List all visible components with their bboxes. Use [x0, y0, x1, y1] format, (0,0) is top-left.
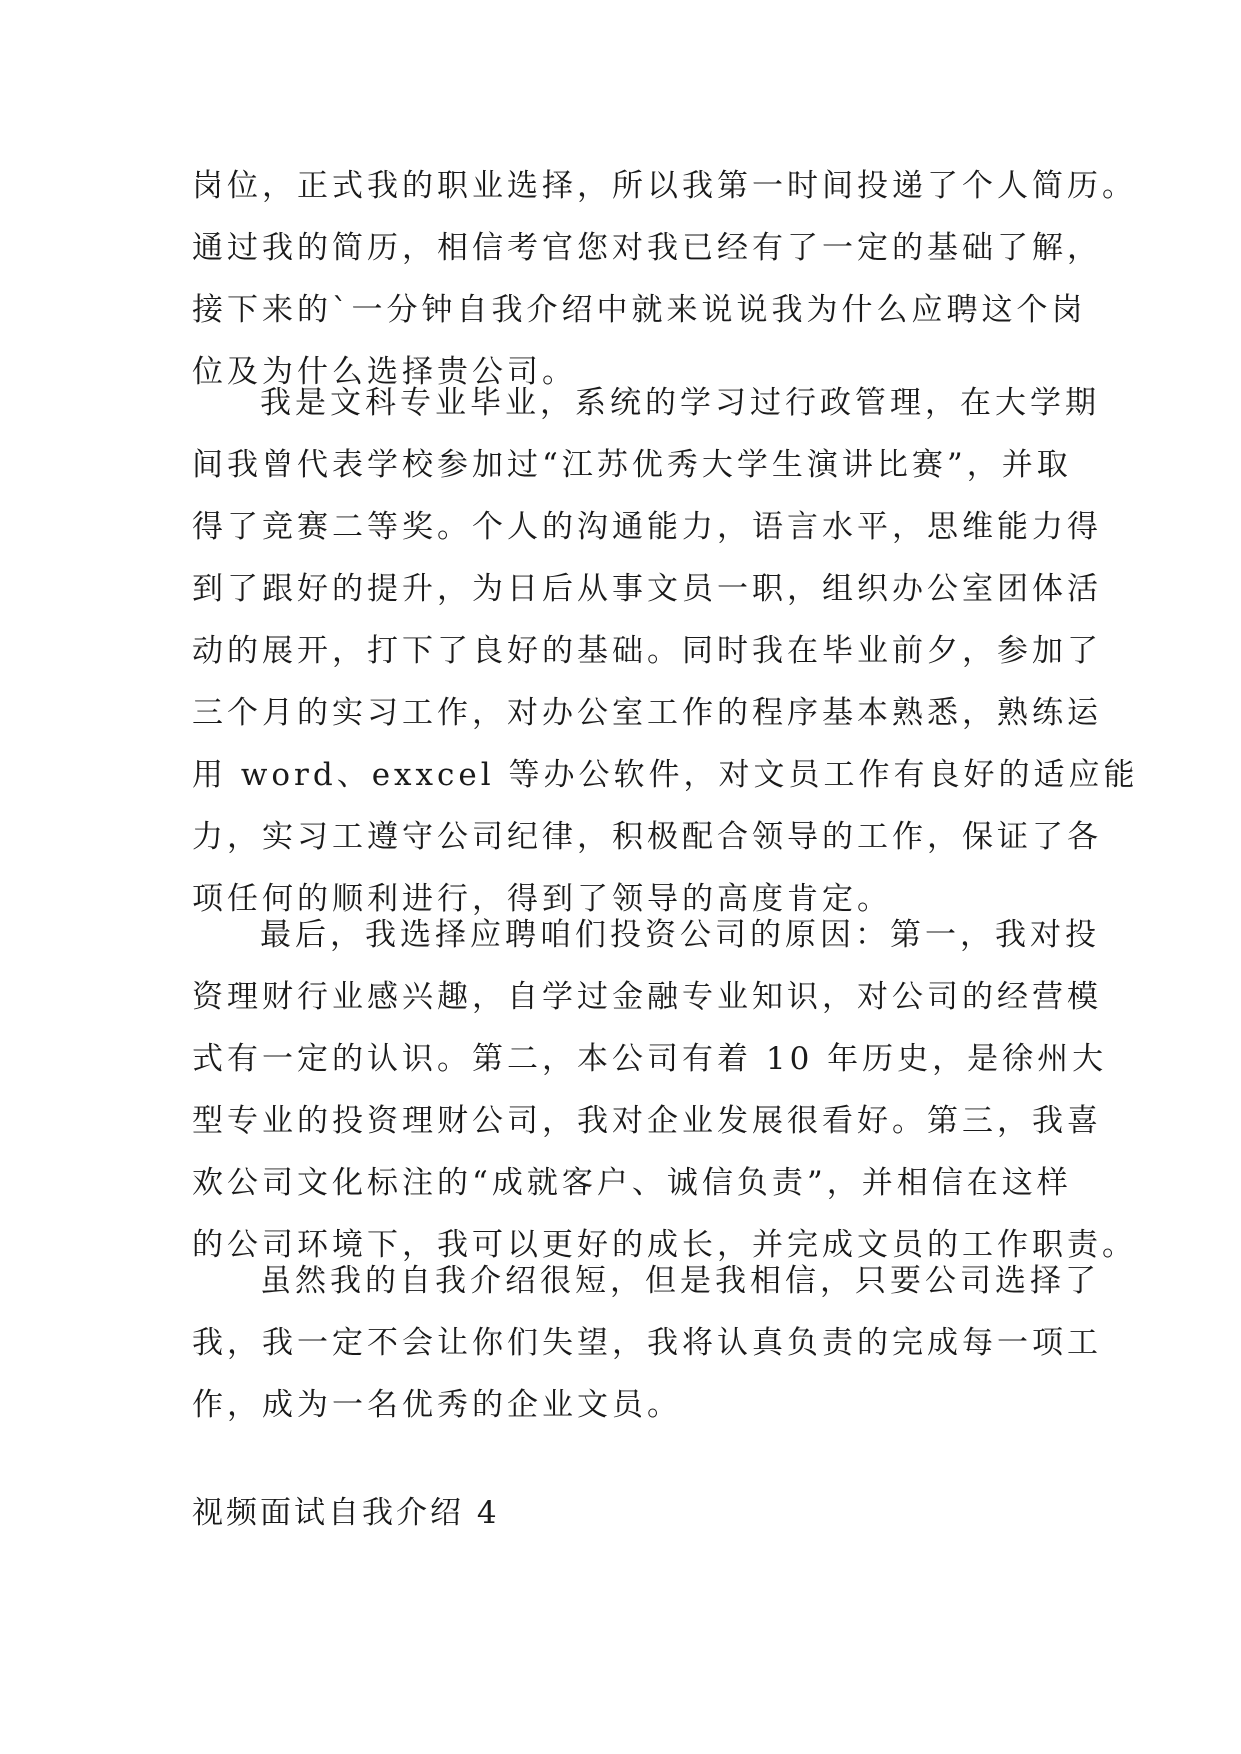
paragraph-line: 作，成为一名优秀的企业文员。 [192, 1387, 682, 1423]
paragraph-line: 我，我一定不会让你们失望，我将认真负责的完成每一项工 [192, 1325, 1102, 1361]
paragraph-2 [192, 372, 1139, 930]
paragraph-3 [192, 904, 1137, 1276]
paragraph-line: 最后，我选择应聘咱们投资公司的原因：第一，我对投 [260, 917, 1100, 953]
paragraph-line: 我是文科专业毕业，系统的学习过行政管理，在大学期 [260, 385, 1100, 421]
paragraph-line: 位及为什么选择贵公司。 [192, 354, 577, 390]
paragraph-line: 岗位，正式我的职业选择，所以我第一时间投递了个人简历。 [192, 168, 1137, 204]
paragraph-line: 欢公司文化标注的“成就客户、诚信负责”，并相信在这样 [192, 1165, 1072, 1201]
paragraph-line: 力，实习工遵守公司纪律，积极配合领导的工作，保证了各 [192, 819, 1102, 855]
paragraph-line: 资理财行业感兴趣，自学过金融专业知识，对公司的经营模 [192, 979, 1102, 1015]
paragraph-line: 间我曾代表学校参加过“江苏优秀大学生演讲比赛”，并取 [192, 447, 1072, 483]
section-heading: 视频面试自我介绍 4 [192, 1495, 500, 1531]
paragraph-line: 项任何的顺利进行，得到了领导的高度肯定。 [192, 881, 892, 917]
paragraph-line: 到了跟好的提升，为日后从事文员一职，组织办公室团体活 [192, 571, 1102, 607]
paragraph-line: 的公司环境下，我可以更好的成长，并完成文员的工作职责。 [192, 1227, 1137, 1263]
paragraph-line: 虽然我的自我介绍很短，但是我相信，只要公司选择了 [260, 1263, 1100, 1299]
paragraph-line: 用 word、exxcel 等办公软件，对文员工作有良好的适应能 [192, 757, 1139, 793]
paragraph-line: 通过我的简历，相信考官您对我已经有了一定的基础了解， [192, 230, 1102, 266]
paragraph-line: 得了竞赛二等奖。个人的沟通能力，语言水平，思维能力得 [192, 509, 1102, 545]
paragraph-4 [192, 1250, 1102, 1436]
paragraph-line: 三个月的实习工作，对办公室工作的程序基本熟悉，熟练运 [192, 695, 1102, 731]
paragraph-line: 型专业的投资理财公司，我对企业发展很看好。第三，我喜 [192, 1103, 1102, 1139]
paragraph-line: 式有一定的认识。第二，本公司有着 10 年历史，是徐州大 [192, 1041, 1108, 1077]
paragraph-line: 接下来的`一分钟自我介绍中就来说说我为什么应聘这个岗 [192, 292, 1087, 328]
paragraph-line: 动的展开，打下了良好的基础。同时我在毕业前夕，参加了 [192, 633, 1102, 669]
